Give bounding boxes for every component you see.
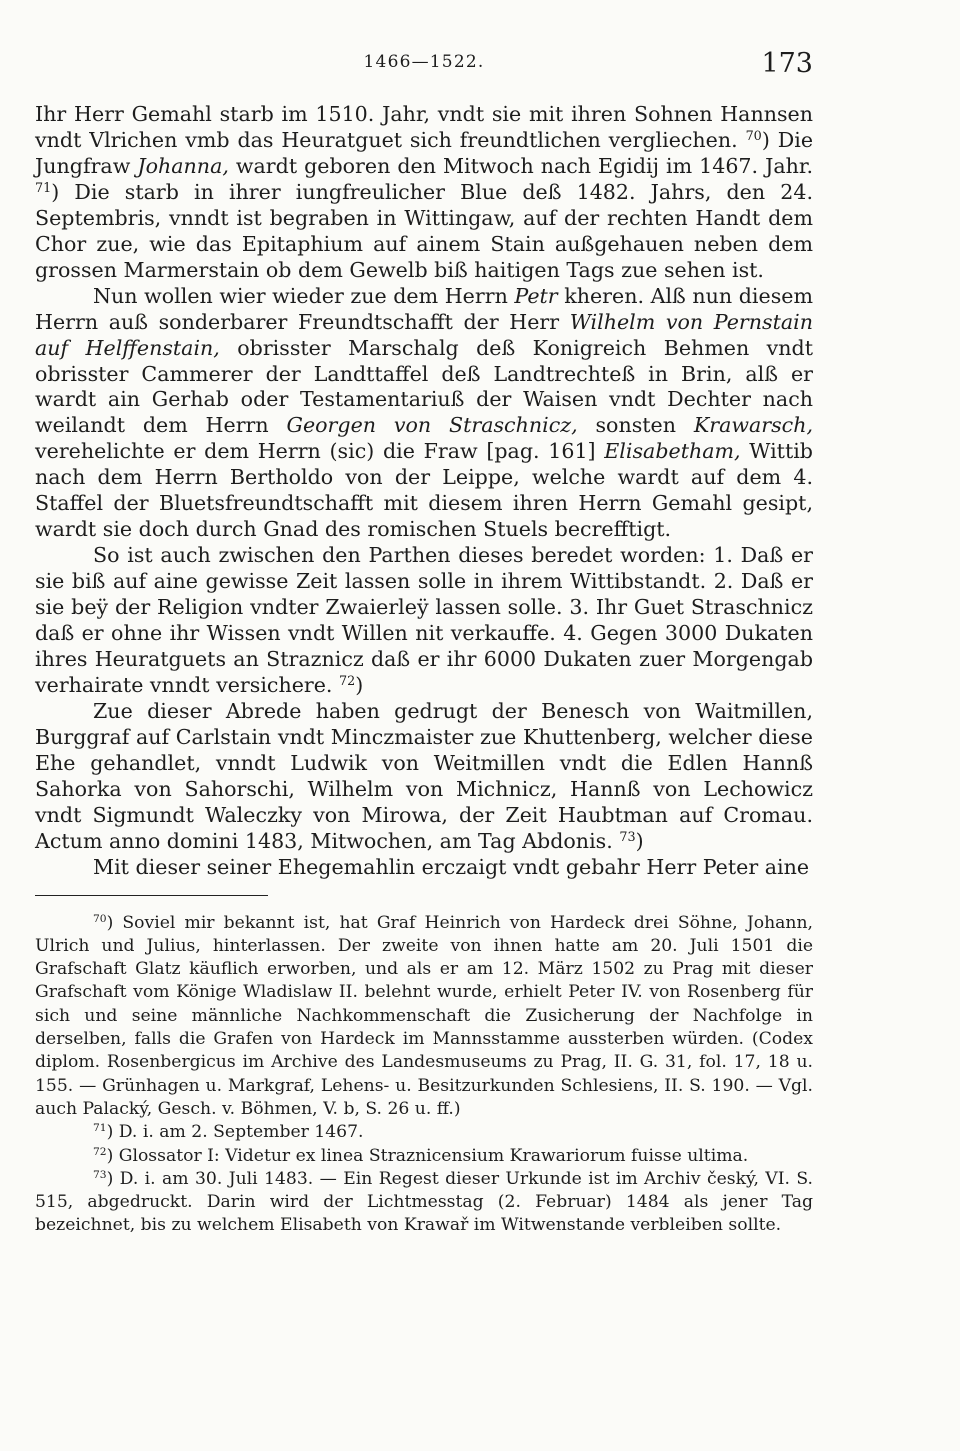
text-run: Wittib nach dem Herrn Bertholdo von der Leippe, welche wardt auf dem 4. Staffel der Bluetsfreundtschafft mit diesem ihren Herrn Gemahl gesipt, wardt sie doch durch Gnad des romischen Stuels becrefftigt.: [35, 439, 813, 542]
text-run: ) Die starb in ihrer iungfreulicher Blue deß 1482. Jahrs, den 24. Septembris, vnndt ist begraben in Wittingaw, auf der rechten Handt dem Chor zue, wie das Epitaphium auf ainem Stain außgehauen neben dem grossen Marmerstain ob dem Gewelb biß haitigen Tags zue sehen ist.: [35, 179, 813, 282]
text-run: ) Die Jungfraw: [35, 127, 814, 178]
paragraph: [35, 543, 813, 699]
text-run: Mit dieser seiner Ehegemahlin erczaigt vndt gebahr Herr Peter aine: [93, 854, 810, 879]
italic-name: Georgen von Straschnicz,: [286, 413, 578, 438]
text-run: Ihr Herr Gemahl starb im 1510. Jahr, vndt sie mit ihren Sohnen Hannsen vndt Vlrichen vmb das Heuratguet sich freundtlichen vergliechen.: [35, 102, 813, 152]
page-header: [35, 48, 813, 102]
text-run: ): [355, 672, 364, 697]
main-text: [35, 102, 813, 881]
text-run: verehelichte er dem Herrn (sic) die Fraw [pag. 161]: [35, 439, 605, 464]
footnote: [35, 1121, 813, 1144]
paragraph: [35, 699, 813, 855]
page-number: 173: [761, 48, 813, 79]
text-run: wardt geboren den Mitwoch nach Egidij im 1467. Jahr.: [228, 153, 813, 178]
footnote-marker: 71: [35, 180, 52, 196]
footnote: [35, 1145, 813, 1168]
text-run: ) Glossator I: Videtur ex linea Straznicensium Krawariorum fuisse ultima.: [106, 1145, 749, 1166]
footnotes: [35, 912, 813, 1238]
text-run: ) D. i. am 30. Juli 1483. — Ein Regest dieser Urkunde ist im Archiv český, VI. S. 515, abgedruckt. Darin wird der Lichtmesstag (2. Februar) 1484 als jener Tag bezeichnet, bis zu welchem Elisabeth von Krawař im Witwenstande verbleiben sollte.: [35, 1168, 813, 1236]
text-run: kheren. Alß nun diesem Herrn auß sonderbarer Freundtschafft der Herr: [35, 283, 813, 334]
italic-name: Elisabetham,: [604, 439, 741, 464]
text-run: ) Soviel mir bekannt ist, hat Graf Heinrich von Hardeck drei Söhne, Johann, Ulrich und Julius, hinterlassen. Der zweite von ihnen hatte am 20. Juli 1501 die Grafschaft Glatz käuflich erworben, und als er am 12. März 1502 zu Prag mit dieser Grafschaft vom Könige Wladislaw II. belehnt wurde, erhielt Peter IV. von Rosenberg für sich und seine männliche Nachkommenschaft die Zusicherung der Nachfolge in derselben, falls die Grafen von Hardeck im Mannsstamme aussterben würden. (Codex diplom. Rosenbergicus im Archive des Landesmuseums zu Prag, II. G. 31, fol. 17, 18 u. 155. — Grünhagen u. Markgraf, Lehens- u. Besitzurkunden Schlesiens, II. S. 190. — Vgl. auch Palacký, Gesch. v. Böhmen, V. b, S. 26 u. ff.): [35, 912, 813, 1119]
paragraph: [35, 855, 813, 881]
footnote-marker: 73: [93, 1168, 107, 1181]
footnote-marker: 70: [745, 128, 762, 144]
text-run: ): [635, 828, 644, 853]
footnote-marker: 72: [339, 673, 356, 689]
text-run: Nun wollen wier wieder zue dem Herrn: [93, 283, 515, 308]
paragraph: [35, 284, 813, 544]
paragraph: [35, 102, 813, 284]
italic-name: Johanna,: [137, 153, 229, 178]
text-run: obrisster Marschalg deß Konigreich Behmen vndt obrisster Cammerer der Landttaffel deß Landtrechteß in Brin, alß er wardt ain Gerhab oder Testamentariuß der Waisen vndt Dechter nach weilandt dem Herrn: [35, 335, 813, 438]
italic-name: Krawarsch,: [693, 413, 814, 438]
text-run: Zue dieser Abrede haben gedrugt der Benesch von Waitmillen, Burggraf auf Carlstain vndt Minczmaister zue Khuttenberg, welcher diese Ehe gehandlet, vnndt Ludwik von Weitmillen vndt die Edlen Hannß Sahorka von Sahorschi, Wilhelm von Michnicz, Hannß von Lechowicz vndt Sigmundt Waleczky von Mirowa, der Zeit Haubtman auf Cromau. Actum anno domini 1483, Mitwochen, am Tag Abdonis.: [35, 698, 813, 853]
footnote-separator: [35, 895, 268, 896]
text-run: So ist auch zwischen den Parthen dieses beredet worden: 1. Daß er sie biß auf aine gewisse Zeit lassen solle in ihrem Wittibstandt. 2. Daß er sie beÿ der Religion vndter Zwaierleÿ lassen solle. 3. Ihr Guet Straschnicz daß er ohne ihr Wissen vndt Willen nit verkauffe. 4. Gegen 3000 Dukaten ihres Heuratguets an Straznicz daß er ihr 6000 Dukaten zuer Morgengab verhairate vnndt versichere.: [35, 543, 813, 697]
footnote: [35, 912, 813, 1122]
italic-name: Wilhelm von Pernstain auf Helffenstain,: [35, 309, 813, 360]
text-run: ) D. i. am 2. September 1467.: [106, 1122, 364, 1143]
footnote-marker: 71: [93, 1121, 107, 1135]
text-run: sonsten: [577, 413, 694, 438]
book-page: [35, 48, 814, 1238]
footnote: [35, 1168, 813, 1238]
footnote-marker: 70: [93, 911, 107, 925]
running-head: 1466—1522.: [363, 52, 485, 72]
footnote-marker: 73: [619, 829, 636, 845]
italic-name: Petr: [514, 283, 558, 308]
footnote-marker: 72: [93, 1144, 107, 1158]
